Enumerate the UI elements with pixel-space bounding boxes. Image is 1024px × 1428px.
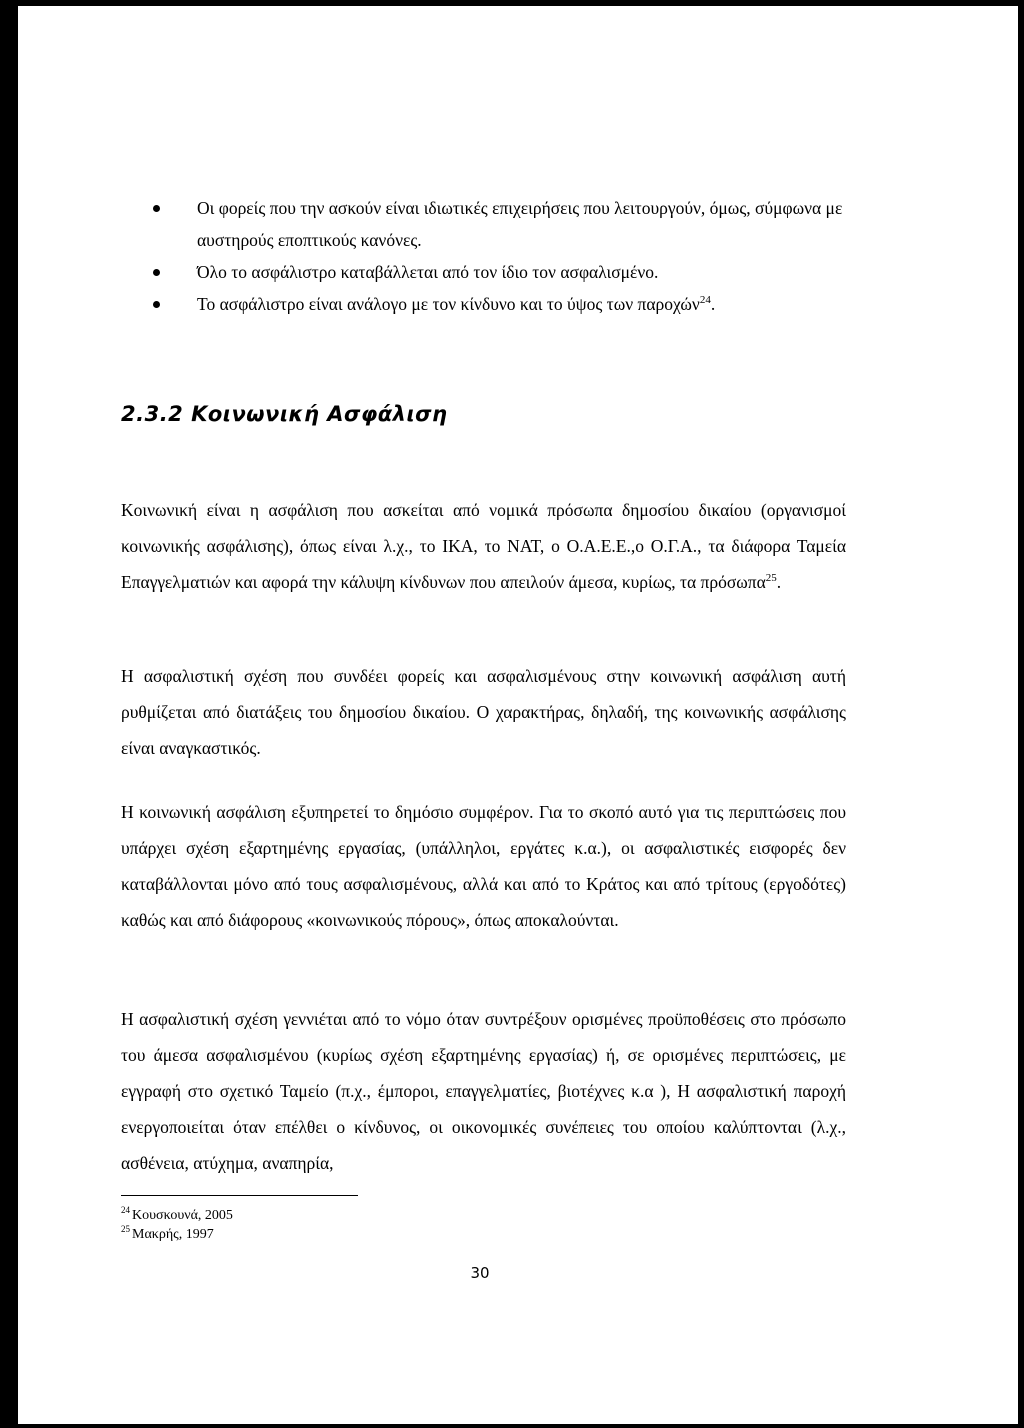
bullet-text: Όλο το ασφάλιστρο καταβάλλεται από τον ίδιο τον ασφαλισμένο. bbox=[197, 262, 659, 282]
bullet-dot-icon bbox=[153, 269, 160, 276]
bullet-dot-icon bbox=[153, 205, 160, 212]
footnote-number: 25 bbox=[121, 1224, 130, 1235]
bullet-text-end: . bbox=[710, 294, 716, 314]
bullet-text: Το ασφάλιστρο είναι ανάλογο με τον κίνδυνο και το ύψος των παροχών bbox=[197, 294, 700, 314]
paragraph: Η κοινωνική ασφάλιση εξυπηρετεί το δημόσιο συμφέρον. Για το σκοπό αυτό για τις περιπτώσεις που υπάρχει σχέση εξαρτημένης εργασίας, (υπάλληλοι, εργάτες κ.α.), οι ασφαλιστικές εισφορές δεν καταβάλλονται μόνο από τους ασφαλισμένους, αλλά και από το Κράτος και από τρίτους (εργοδότες) καθώς και από διάφορους «κοινωνικούς πόρους», όπως αποκαλούνται. bbox=[121, 802, 846, 930]
paragraph-text-end: . bbox=[776, 572, 782, 592]
page-number: 30 bbox=[470, 1264, 490, 1282]
footnote-reference: 25 bbox=[765, 572, 777, 585]
footnote bbox=[121, 1225, 233, 1244]
footnote-list bbox=[121, 1206, 233, 1244]
section-heading: 2.3.2 Κοινωνική Ασφάλιση bbox=[121, 402, 448, 426]
paragraph-text: Κοινωνική είναι η ασφάλιση που ασκείται από νομικά πρόσωπα δημοσίου δικαίου (οργανισμοί κοινωνικής ασφάλισης), όπως είναι λ.χ., το ΙΚΑ, το ΝΑΤ, ο Ο.Α.Ε.Ε.,ο Ο.Γ.Α., τα διάφορα Ταμεία Επαγγελματιών και αφορά την κάλυψη κίνδυνων που απειλούν άμεσα, κυρίως, τα πρόσωπα bbox=[121, 500, 846, 592]
footnote-divider bbox=[121, 1195, 358, 1196]
footnote-reference: 24 bbox=[699, 294, 711, 307]
bullet-dot-icon bbox=[153, 301, 160, 308]
paragraph bbox=[121, 492, 846, 600]
bullet-list bbox=[153, 192, 873, 320]
bullet-item bbox=[153, 288, 873, 320]
bullet-item bbox=[153, 192, 873, 256]
bullet-text: Οι φορείς που την ασκούν είναι ιδιωτικές επιχειρήσεις που λειτουργούν, όμως, σύμφωνα με αυστηρούς εποπτικούς κανόνες. bbox=[197, 198, 843, 250]
document-page bbox=[18, 6, 1018, 1424]
footnote-text: Μακρής, 1997 bbox=[132, 1227, 214, 1242]
bullet-item bbox=[153, 256, 873, 288]
paragraph: Η ασφαλιστική σχέση που συνδέει φορείς και ασφαλισμένους στην κοινωνική ασφάλιση αυτή ρυθμίζεται από διατάξεις του δημοσίου δικαίου. Ο χαρακτήρας, δηλαδή, της κοινωνικής ασφάλισης είναι αναγκαστικός. bbox=[121, 666, 846, 758]
footnote-number: 24 bbox=[121, 1205, 130, 1216]
paragraph: Η ασφαλιστική σχέση γεννιέται από το νόμο όταν συντρέξουν ορισμένες προϋποθέσεις στο πρόσωπο του άμεσα ασφαλισμένου (κυρίως σχέση εξαρτημένης εργασίας) ή, σε ορισμένες περιπτώσεις, με εγγραφή στο σχετικό Ταμείο (π.χ., έμποροι, επαγγελματίες, βιοτέχνες κ.α ), Η ασφαλιστική παροχή ενεργοποιείται όταν επέλθει ο κίνδυνος, οι οικονομικές συνέπειες του οποίου καλύπτονται (λ.χ., ασθένεια, ατύχημα, αναπηρία, bbox=[121, 1009, 846, 1173]
footnote-text: Κουσκουνά, 2005 bbox=[132, 1208, 233, 1223]
footnote bbox=[121, 1206, 233, 1225]
